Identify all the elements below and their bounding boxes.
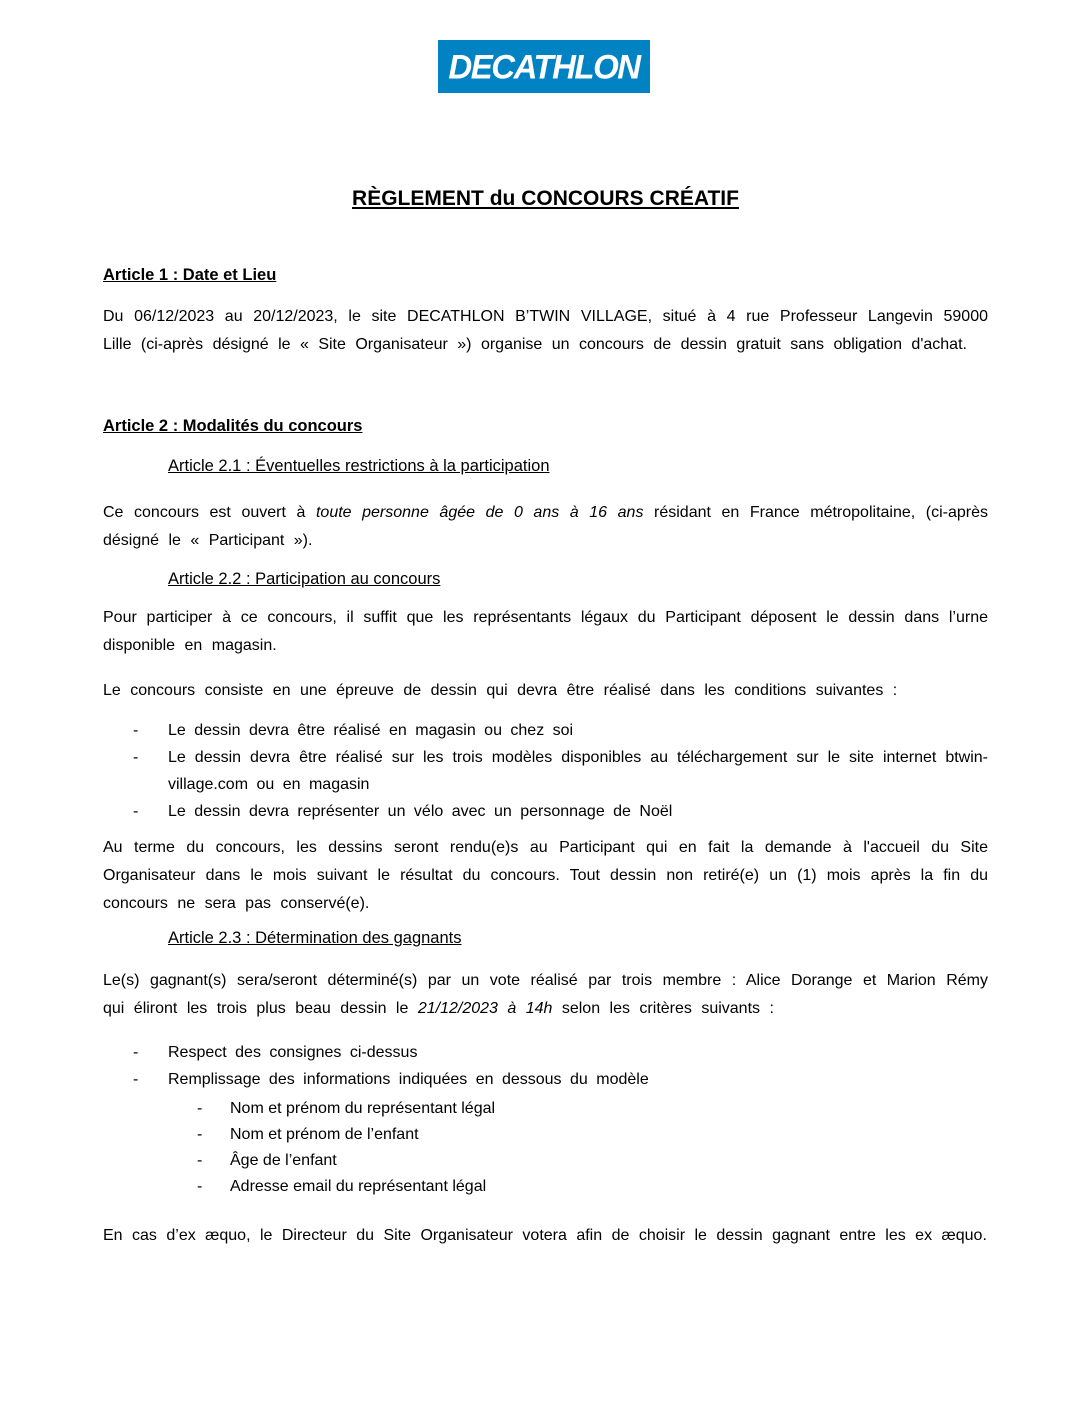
article2-1-heading: Article 2.1 : Éventuelles restrictions à la participation: [168, 457, 550, 475]
list-item-text: Respect des consignes ci-dessus: [168, 1044, 418, 1061]
bullet-dash: -: [133, 803, 139, 820]
article2-2-paragraph-2: Le concours consiste en une épreuve de dessin qui devra être réalisé dans les conditions suivantes :: [103, 682, 898, 699]
paragraph-text: résidant en France métropolitaine, (ci-après désigné le « Participant »).: [103, 504, 989, 549]
criteria-list: [103, 1039, 988, 1093]
bullet-dash: -: [197, 1152, 203, 1169]
article2-3-paragraph-1: [103, 967, 988, 1023]
criteria-sub-list: [103, 1096, 988, 1200]
paragraph-text: Ce concours est ouvert à: [103, 504, 316, 521]
list-item: [103, 1122, 988, 1148]
article2-2-paragraph-1: Pour participer à ce concours, il suffit que les représentants légaux du Participant déposent le dessin dans l’urne disponible en magasin.: [103, 609, 988, 654]
paragraph-text: selon les critères suivants :: [552, 1000, 774, 1017]
conditions-list: [103, 717, 988, 825]
bullet-dash: -: [197, 1178, 203, 1195]
paragraph-text: Le(s) gagnant(s) sera/seront déterminé(s) par un vote réalisé par trois membre : Alice Dorange et Marion Rémy qui éliront les trois plus beau dessin le: [103, 972, 988, 1017]
list-item: [103, 1148, 988, 1174]
list-item-text: Âge de l’enfant: [230, 1152, 337, 1169]
article2-2-heading: Article 2.2 : Participation au concours: [168, 570, 441, 588]
list-item-text: Le dessin devra représenter un vélo avec un personnage de Noël: [168, 803, 673, 820]
list-item: [103, 1066, 988, 1093]
article2-2-paragraph-3: Au terme du concours, les dessins seront rendu(e)s au Participant qui en fait la demande à l'accueil du Site Organisateur dans le mois suivant le résultat du concours. Tout dessin non retiré(e) un (1) mois après la fin du concours ne sera pas conservé(e).: [103, 839, 988, 912]
list-item: [103, 1174, 988, 1200]
list-item: [103, 744, 988, 798]
list-item: [103, 1096, 988, 1122]
list-item-text: Nom et prénom de l’enfant: [230, 1126, 419, 1143]
article1-paragraph: Du 06/12/2023 au 20/12/2023, le site DECATHLON B’TWIN VILLAGE, situé à 4 rue Professeur Langevin 59000 Lille (ci-après désigné le « Site Organisateur ») organise un concours de dessin gratuit sans obligation d'achat.: [103, 308, 988, 353]
paragraph-italic-text: 21/12/2023 à 14h: [417, 1000, 553, 1017]
decathlon-logo: [438, 40, 650, 93]
list-item-text: Le dessin devra être réalisé en magasin ou chez soi: [168, 722, 574, 739]
list-item-text: Nom et prénom du représentant légal: [230, 1100, 496, 1117]
bullet-dash: -: [133, 749, 139, 766]
article2-heading: Article 2 : Modalités du concours: [103, 417, 363, 435]
bullet-dash: -: [197, 1100, 203, 1117]
bullet-dash: -: [133, 722, 139, 739]
article2-1-paragraph: [103, 499, 988, 555]
article1-heading: Article 1 : Date et Lieu: [103, 266, 277, 284]
list-item-text: Remplissage des informations indiquées en dessous du modèle: [168, 1071, 649, 1088]
list-item-text: Le dessin devra être réalisé sur les trois modèles disponibles au téléchargement sur le site internet btwin-village.com ou en magasin: [168, 749, 988, 793]
decathlon-logo-text: DECATHLON: [448, 47, 640, 86]
bullet-dash: -: [197, 1126, 203, 1143]
list-item-text: Adresse email du représentant légal: [230, 1178, 487, 1195]
document-content: [103, 186, 988, 1250]
list-item: [103, 1039, 988, 1066]
list-item: [103, 798, 988, 825]
article2-3-paragraph-2: En cas d’ex æquo, le Directeur du Site Organisateur votera afin de choisir le dessin gagnant entre les ex æquo.: [103, 1227, 987, 1244]
list-item: [103, 717, 988, 744]
bullet-dash: -: [133, 1044, 139, 1061]
article2-3-heading: Article 2.3 : Détermination des gagnants: [168, 929, 462, 947]
bullet-dash: -: [133, 1071, 139, 1088]
paragraph-italic-text: toute personne âgée de 0 ans à 16 ans: [315, 504, 644, 521]
document-title: RÈGLEMENT du CONCOURS CRÉATIF: [352, 187, 739, 210]
